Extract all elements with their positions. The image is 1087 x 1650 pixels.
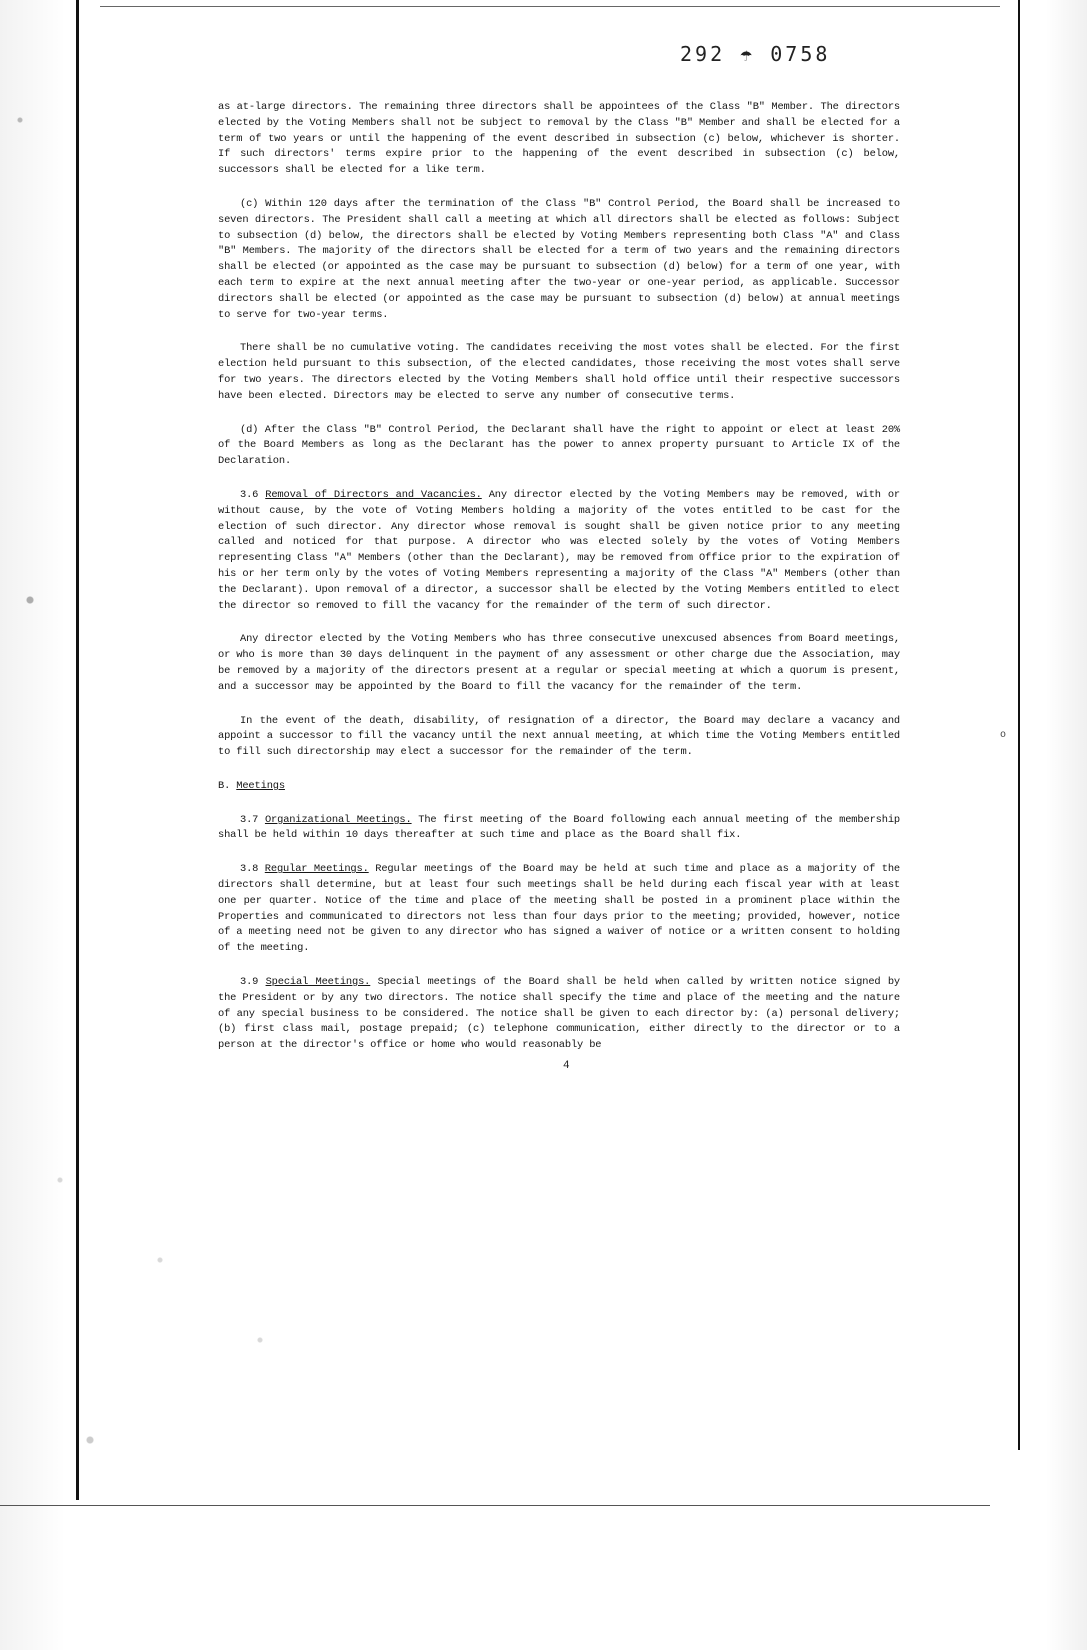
section-title: Regular Meetings. <box>264 863 369 876</box>
section-text: Any director elected by the Voting Members may be removed, with or without cause, by the vote of Voting Members holding a majority of the votes entitled to be cast for the election of such director. Any director whose removal is sought shall be given notice prior to any meeting called and noticed for that purpose. A director who was elected solely by the votes of Voting Members representing Class "A" Members (other than the Declarant), may be removed from Office prior to the expiration of his or her term only by the votes of Voting Members representing a majority of the Class "A" Members (other than the Declarant). Upon removal of a director, a successor shall be elected by the Voting Members entitled to elect the director so removed to fill the vacancy for the remainder of the term of such director. <box>218 488 901 612</box>
section-text: Regular meetings of the Board may be held at such time and place as a majority of the directors shall determine, but at least four such meetings shall be held during each fiscal year with at least one per quarter. Notice of the time and place of the meeting shall be posted in a prominent place within the Properties and communicated to directors not less than four days prior to the meeting; provided, however, notice of a meeting need not be given to any director who has signed a waiver of notice or a written consent to holding of the meeting. <box>218 863 901 955</box>
section-3-9 <box>218 975 900 1054</box>
paragraph-vacancy: In the event of the death, disability, of resignation of a director, the Board may declare a vacancy and appoint a successor to fill the vacancy until the next annual meeting, at which time the Voting Members entitled to fill such directorship may elect a successor for the remainder of the term. <box>218 714 900 759</box>
paragraph-unexcused-absences: Any director elected by the Voting Members who has three consecutive unexcused absences from Board meetings, or who is more than 30 days delinquent in the payment of any assessment or other charge due the Association, may be removed by a majority of the directors present at a regular or special meeting at which a quorum is present, and a successor may be appointed by the Board to fill the vacancy for the remainder of the term. <box>218 633 900 693</box>
page-number: 4 <box>563 1060 570 1072</box>
document-number: 292 ☂ 0758 <box>680 42 831 66</box>
section-3-6 <box>218 488 900 614</box>
paragraph-subsection-c: (c) Within 120 days after the termination of the Class "B" Control Period, the Board shall be increased to seven directors. The President shall call a meeting at which all directors shall be elected as follows: Subject to subsection (d) below, the directors shall be elected by Voting Members representing both Class "A" and Class "B" Members. The majority of the directors shall be elected for a term of two years and the remaining directors shall be elected (or appointed as the case may be pursuant to subsection (d) below) for a term of one year, with each term to expire at the next annual meeting after the two-year or one-year period, as applicable. Successor directors shall be elected (or appointed as the case may be pursuant to subsection (d) below) at annual meetings to serve for two-year terms. <box>218 197 900 321</box>
document-body <box>218 100 900 1072</box>
section-letter: B. <box>218 779 237 792</box>
section-3-7 <box>218 813 900 845</box>
section-3-8 <box>218 862 900 957</box>
section-title: Removal of Directors and Vacancies. <box>265 488 482 501</box>
section-b-title: Meetings <box>236 779 285 792</box>
section-text: The first meeting of the Board following each annual meeting of the membership shall be held within 10 days thereafter at such time and place as the Board shall fix. <box>218 813 900 842</box>
section-number: 3.6 <box>240 488 266 501</box>
scan-left-border <box>76 0 79 1500</box>
section-number: 3.7 <box>240 813 265 826</box>
scan-specks <box>0 1140 420 1500</box>
section-text: Special meetings of the Board shall be held when called by written notice signed by the President or by any two directors. The notice shall specify the time and place of the meeting and the nature of any special business to be considered. The notice shall be given to each director by: (a) personal delivery; (b) first class mail, postage prepaid; (c) telephone communication, either directly to the director or to a person at the director's office or home who would reasonably be <box>218 976 900 1052</box>
section-b-heading <box>218 779 900 795</box>
scan-top-border <box>100 6 1000 7</box>
scan-edge-right <box>1027 0 1087 1650</box>
section-title: Organizational Meetings. <box>264 813 412 826</box>
scan-right-border <box>1018 0 1020 1450</box>
margin-mark: o <box>1000 730 1007 741</box>
section-number: 3.8 <box>240 863 265 876</box>
paragraph-subsection-d: (d) After the Class "B" Control Period, the Declarant shall have the right to appoint or elect at least 20% of the Board Members as long as the Declarant has the power to annex property pursuant to Article IX of the Declaration. <box>218 423 900 468</box>
scan-bottom-border <box>0 1505 990 1506</box>
paragraph-at-large-directors: as at-large directors. The remaining three directors shall be appointees of the Class "B" Member. The directors elected by the Voting Members shall not be subject to removal by the Class "B" Member and shall be elected for a term of two years or until the happening of the event described in subsection (c) below, whichever is shorter. If such directors' terms expire prior to the happening of the event described in subsection (c) below, successors shall be elected for a like term. <box>218 101 900 177</box>
section-title: Special Meetings. <box>265 976 371 989</box>
section-number: 3.9 <box>240 976 266 989</box>
paragraph-cumulative-voting: There shall be no cumulative voting. The candidates receiving the most votes shall be elected. For the first election held pursuant to this subsection, of the elected candidates, those receiving the most votes shall serve for two years. The directors elected by the Voting Members shall hold office until their respective successors have been elected. Directors may be elected to serve any number of consecutive terms. <box>218 342 900 402</box>
